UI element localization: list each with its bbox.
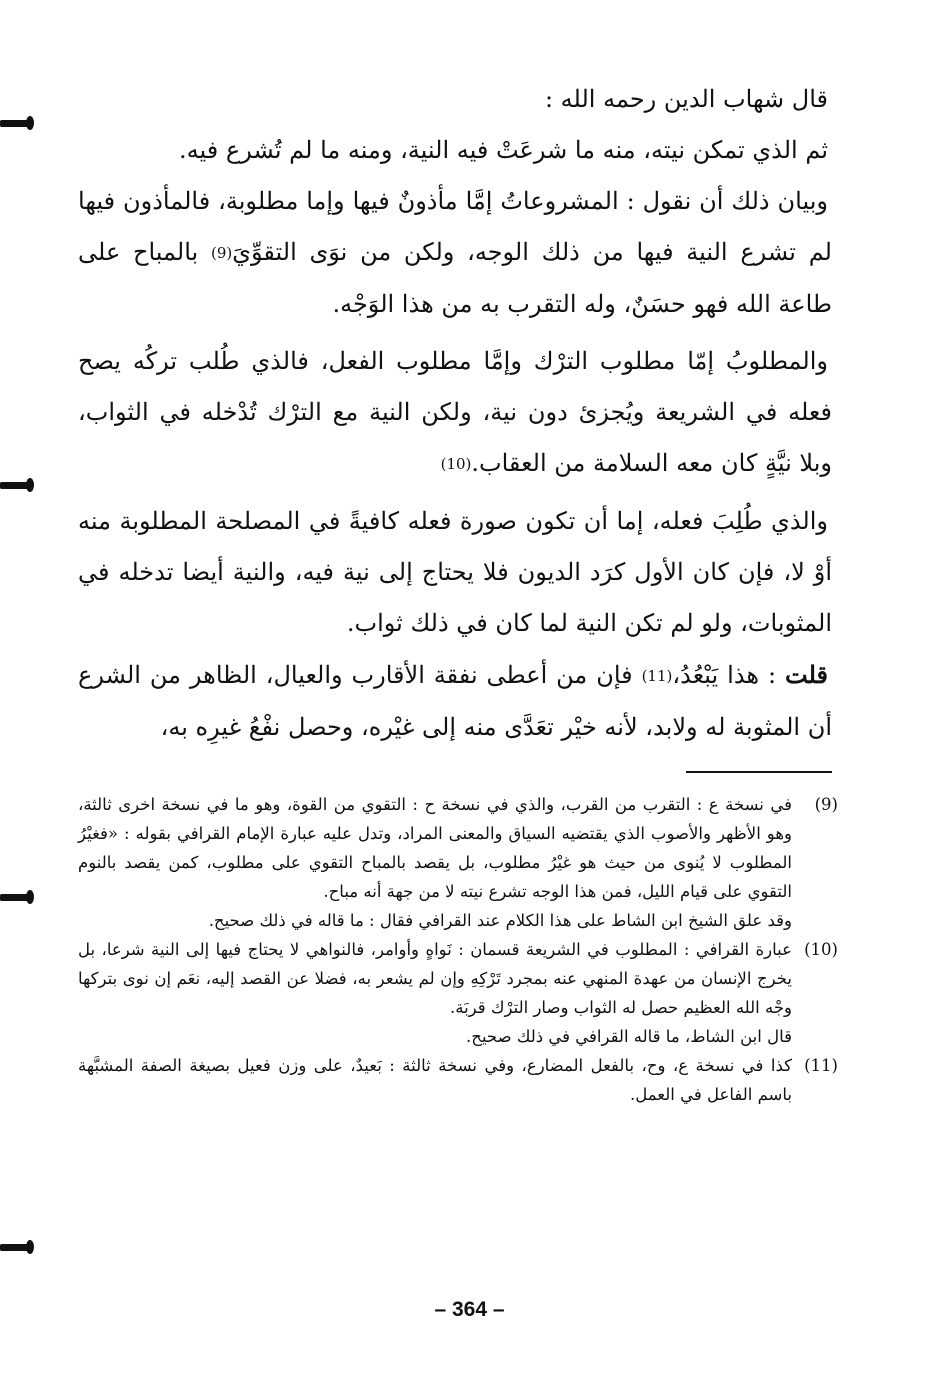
- margin-mark: [0, 120, 32, 127]
- footnote-number: (11): [804, 1056, 838, 1075]
- footnote: [78, 935, 838, 1051]
- paragraph-text: قال شهاب الدين رحمه الله :: [544, 85, 828, 113]
- margin-mark: [0, 1244, 32, 1251]
- paragraph-text: وبيان ذلك أن نقول : المشروعاتُ إمَّا مأذونٌ فيها وإما مطلوبة، فالمأذون فيها لم تشرع النية فيها من ذلك الوجه، ولكن من نوَى التقوِّيَ: [78, 187, 832, 266]
- main-text: [78, 74, 832, 753]
- footnote: [78, 1051, 838, 1109]
- paragraph: [78, 125, 832, 176]
- paragraph: [78, 176, 832, 330]
- footnote: [78, 790, 838, 935]
- paragraph-text: فإن من أعطى نفقة الأقارب والعيال، الظاهر من الشرع أن المثوبة له ولابد، لأنه خيْر تعَدَّى منه إلى غيْره، وحصل نفْعُ غيرِه به،: [78, 661, 832, 741]
- footnote-text: كذا في نسخة ع، وح، بالفعل المضارع، وفي نسخة ثالثة : بَعيدٌ، على وزن فعيل بصيغة الصفة المشبَّهة باسم الفاعل في العمل.: [78, 1056, 792, 1104]
- footnote-ref: (9): [210, 244, 233, 262]
- paragraph-text: والمطلوبُ إمّا مطلوب الترْك وإمَّا مطلوب الفعل، فالذي طُلب تركُه يصح فعله في الشريعة ويُجزئ دون نية، ولكن النية مع الترْك تُدْخله في الثواب، وبلا نيَّةٍ كان معه السلامة من العقاب.: [78, 347, 832, 477]
- footnote-text: في نسخة ع : التقرب من القرب، والذي في نسخة ح : التقوي من القوة، وهو ما في نسخة اخرى ثالثة، وهو الأظهر والأصوب الذي يقتضيه السياق والمعنى المراد، وتدل عليه عبارة الإمام القرافي بقوله : «فغيْرُ المطلوب لا يُنوى من حيث هو غيْرُ مطلوب، بل يقصد بالمباح التقوي على مطلوب، كمن يقصد بالنوم التقوي على قيام الليل، فمن هذا الوجه تشرع نيته لا من جهة أنه مباح.: [78, 795, 792, 901]
- footnote-ref: (11): [641, 667, 673, 685]
- paragraph: [78, 649, 832, 753]
- margin-mark: [0, 482, 32, 489]
- paragraph: [78, 496, 832, 649]
- paragraph-text: والذي طُلِبَ فعله، إما أن تكون صورة فعله كافيةً في المصلحة المطلوبة منه أوْ لا، فإن كان الأول كرَد الديون فلا يحتاج إلى نية فيه، والنية أيضا تدخله في المثوبات، ولو لم تكن النية لما كان في ذلك ثواب.: [78, 507, 832, 637]
- paragraph-text: : هذا يَبْعُدُ،: [672, 661, 786, 689]
- paragraph-text: بالمباح على طاعة الله فهو حسَنٌ، وله التقرب به من هذا الوَجْه.: [78, 238, 832, 318]
- footnote-text: وقد علق الشيخ ابن الشاط على هذا الكلام عند القرافي فقال : ما قاله في ذلك صحيح.: [208, 911, 792, 930]
- paragraph-lead: قلت: [785, 660, 828, 689]
- footnotes: [78, 790, 838, 1109]
- footnote-number: (10): [804, 940, 838, 959]
- margin-mark: [0, 894, 32, 901]
- paragraph-text: ثم الذي تمكن نيته، منه ما شرعَتْ فيه النية، ومنه ما لم تُشرع فيه.: [179, 136, 828, 164]
- footnote-number: (9): [814, 795, 838, 814]
- paragraph: [78, 74, 832, 125]
- page-number: – 364 –: [434, 1298, 505, 1321]
- paragraph: [78, 336, 832, 490]
- footnote-separator: [686, 771, 832, 773]
- footnote-text: عبارة القرافي : المطلوب في الشريعة قسمان : نَواهٍ وأوامر، فالنواهي لا يحتاج فيها إلى النية شرعا، بل يخرج الإنسان من عهدة المنهي عنه بمجرد تَرْكِهِ وإن لم يشعر به، فضلا عن القصد إليه، نعَم إن نوى بتركها وجْه الله العظيم حصل له الثواب وصار الترْك قربَة.: [78, 940, 792, 1017]
- footnote-text: قال ابن الشاط، ما قاله القرافي في ذلك صحيح.: [466, 1027, 792, 1046]
- footnote-ref: (10): [440, 455, 472, 473]
